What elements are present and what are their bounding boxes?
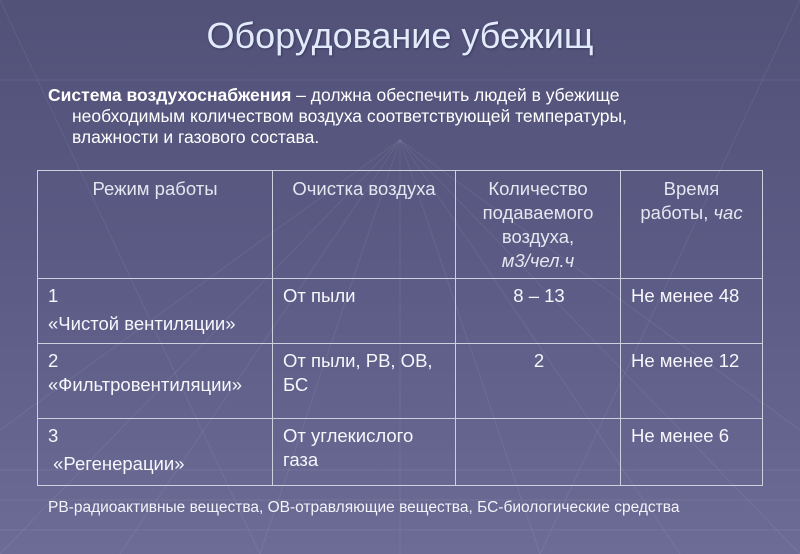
cell-time — [621, 279, 763, 344]
header-time — [621, 171, 763, 279]
intro-line-1-rest: – должна обеспечить людей в убежище — [291, 85, 620, 105]
cleaning-line-2: БС — [283, 374, 309, 395]
header-air-amount — [456, 171, 621, 279]
cleaning-line-1: От пыли, РВ, ОВ, — [283, 350, 433, 371]
header-mode — [38, 171, 273, 279]
cell-cleaning — [273, 279, 456, 344]
intro-paragraph — [48, 85, 768, 148]
cell-air-amount — [456, 419, 621, 486]
header-mode-label: Режим работы — [92, 178, 218, 199]
ventilation-modes-table — [37, 170, 763, 486]
header-air-unit: м3/чел.ч — [501, 250, 575, 271]
mode-name: «Фильтровентиляции» — [48, 374, 243, 395]
cleaning-line-2: газа — [283, 449, 319, 470]
mode-number: 2 — [48, 350, 59, 371]
header-time-line-1: Время — [663, 178, 720, 199]
header-cleaning-label: Очистка воздуха — [292, 178, 436, 199]
cleaning-line-1: От углекислого — [283, 425, 414, 446]
time-value: Не менее 6 — [631, 425, 730, 446]
header-air-line-3: воздуха, — [501, 226, 575, 247]
abbreviations-footnote: РВ-радиоактивные вещества, ОВ-отравляющие вещества, БС-биологические средства — [48, 499, 680, 516]
cell-time — [621, 344, 763, 419]
mode-number: 3 — [48, 425, 59, 446]
intro-line-1 — [48, 85, 768, 106]
air-amount-value: 8 – 13 — [513, 285, 565, 306]
cell-time — [621, 419, 763, 486]
cell-cleaning — [273, 419, 456, 486]
time-value: Не менее 48 — [631, 285, 740, 306]
mode-name: «Чистой вентиляции» — [48, 313, 236, 334]
table-row — [38, 279, 763, 344]
cell-air-amount — [456, 344, 621, 419]
mode-number: 1 — [48, 285, 59, 306]
cell-air-amount — [456, 279, 621, 344]
header-time-label: работы, — [640, 202, 714, 223]
slide-title: Оборудование убежищ — [206, 15, 594, 56]
header-time-line-2 — [627, 201, 756, 225]
table-row — [38, 344, 763, 419]
table-row — [38, 419, 763, 486]
cleaning-line-1: От пыли — [283, 285, 356, 306]
intro-line-2: необходимым количеством воздуха соответствующей температуры, — [72, 106, 627, 126]
header-time-unit: час — [713, 202, 743, 223]
header-air-line-1: Количество — [488, 178, 588, 199]
cell-cleaning — [273, 344, 456, 419]
cell-mode — [38, 279, 273, 344]
time-value: Не менее 12 — [631, 350, 740, 371]
intro-line-3: влажности и газового состава. — [72, 127, 320, 147]
mode-name: «Регенерации» — [48, 453, 185, 474]
intro-term: Система воздухоснабжения — [48, 85, 292, 105]
table-header-row — [38, 171, 763, 279]
cell-mode — [38, 419, 273, 486]
header-air-line-2: подаваемого — [482, 202, 594, 223]
header-cleaning — [273, 171, 456, 279]
air-amount-value: 2 — [533, 350, 545, 371]
cell-mode — [38, 344, 273, 419]
